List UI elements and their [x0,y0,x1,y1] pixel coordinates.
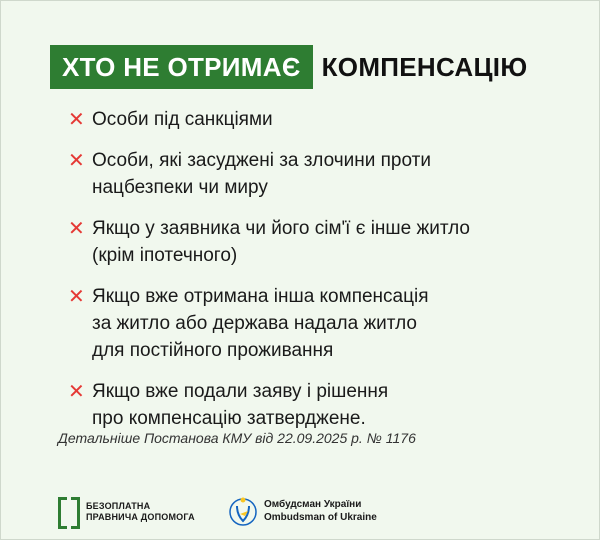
list-item-text: Якщо вже отримана інша компенсація за житло або держава надала житло для постійного проживання [92,286,429,361]
list-item [68,106,568,133]
ombudsman-emblem-icon [228,494,258,528]
page-title [50,45,527,89]
ombudsman-logo [228,494,377,528]
cross-icon: ✕ [68,286,85,308]
list-item [68,283,568,364]
legal-aid-logo-text: БЕЗОПЛАТНА ПРАВНИЧА ДОПОМОГА [86,501,195,522]
bracket-logo-icon [58,497,80,527]
list-item-text: Якщо вже подали заяву і рішення про компенсацію затверджене. [92,381,389,429]
list-item-text: Особи під санкціями [92,109,273,130]
title-rest: КОМПЕНСАЦІЮ [321,51,528,82]
list-item [68,378,568,432]
cross-icon: ✕ [68,109,85,131]
legal-aid-logo [58,497,195,527]
ombudsman-name-en: Ombudsman of Ukraine [264,512,377,523]
criteria-list [68,106,568,446]
title-highlight: ХТО НЕ ОТРИМАЄ [50,45,313,89]
cross-icon: ✕ [68,150,85,172]
ombudsman-name-ua: Омбудсман України [264,499,362,510]
ombudsman-text [264,498,377,524]
list-item-text: Якщо у заявника чи його сім'ї є інше житло (крім іпотечного) [92,218,470,266]
list-item [68,215,568,269]
cross-icon: ✕ [68,381,85,403]
list-item [68,147,568,201]
list-item-text: Особи, які засуджені за злочини проти нацбезпеки чи миру [92,150,431,198]
cross-icon: ✕ [68,218,85,240]
footnote: Детальніше Постанова КМУ від 22.09.2025 р. № 1176 [58,430,416,446]
